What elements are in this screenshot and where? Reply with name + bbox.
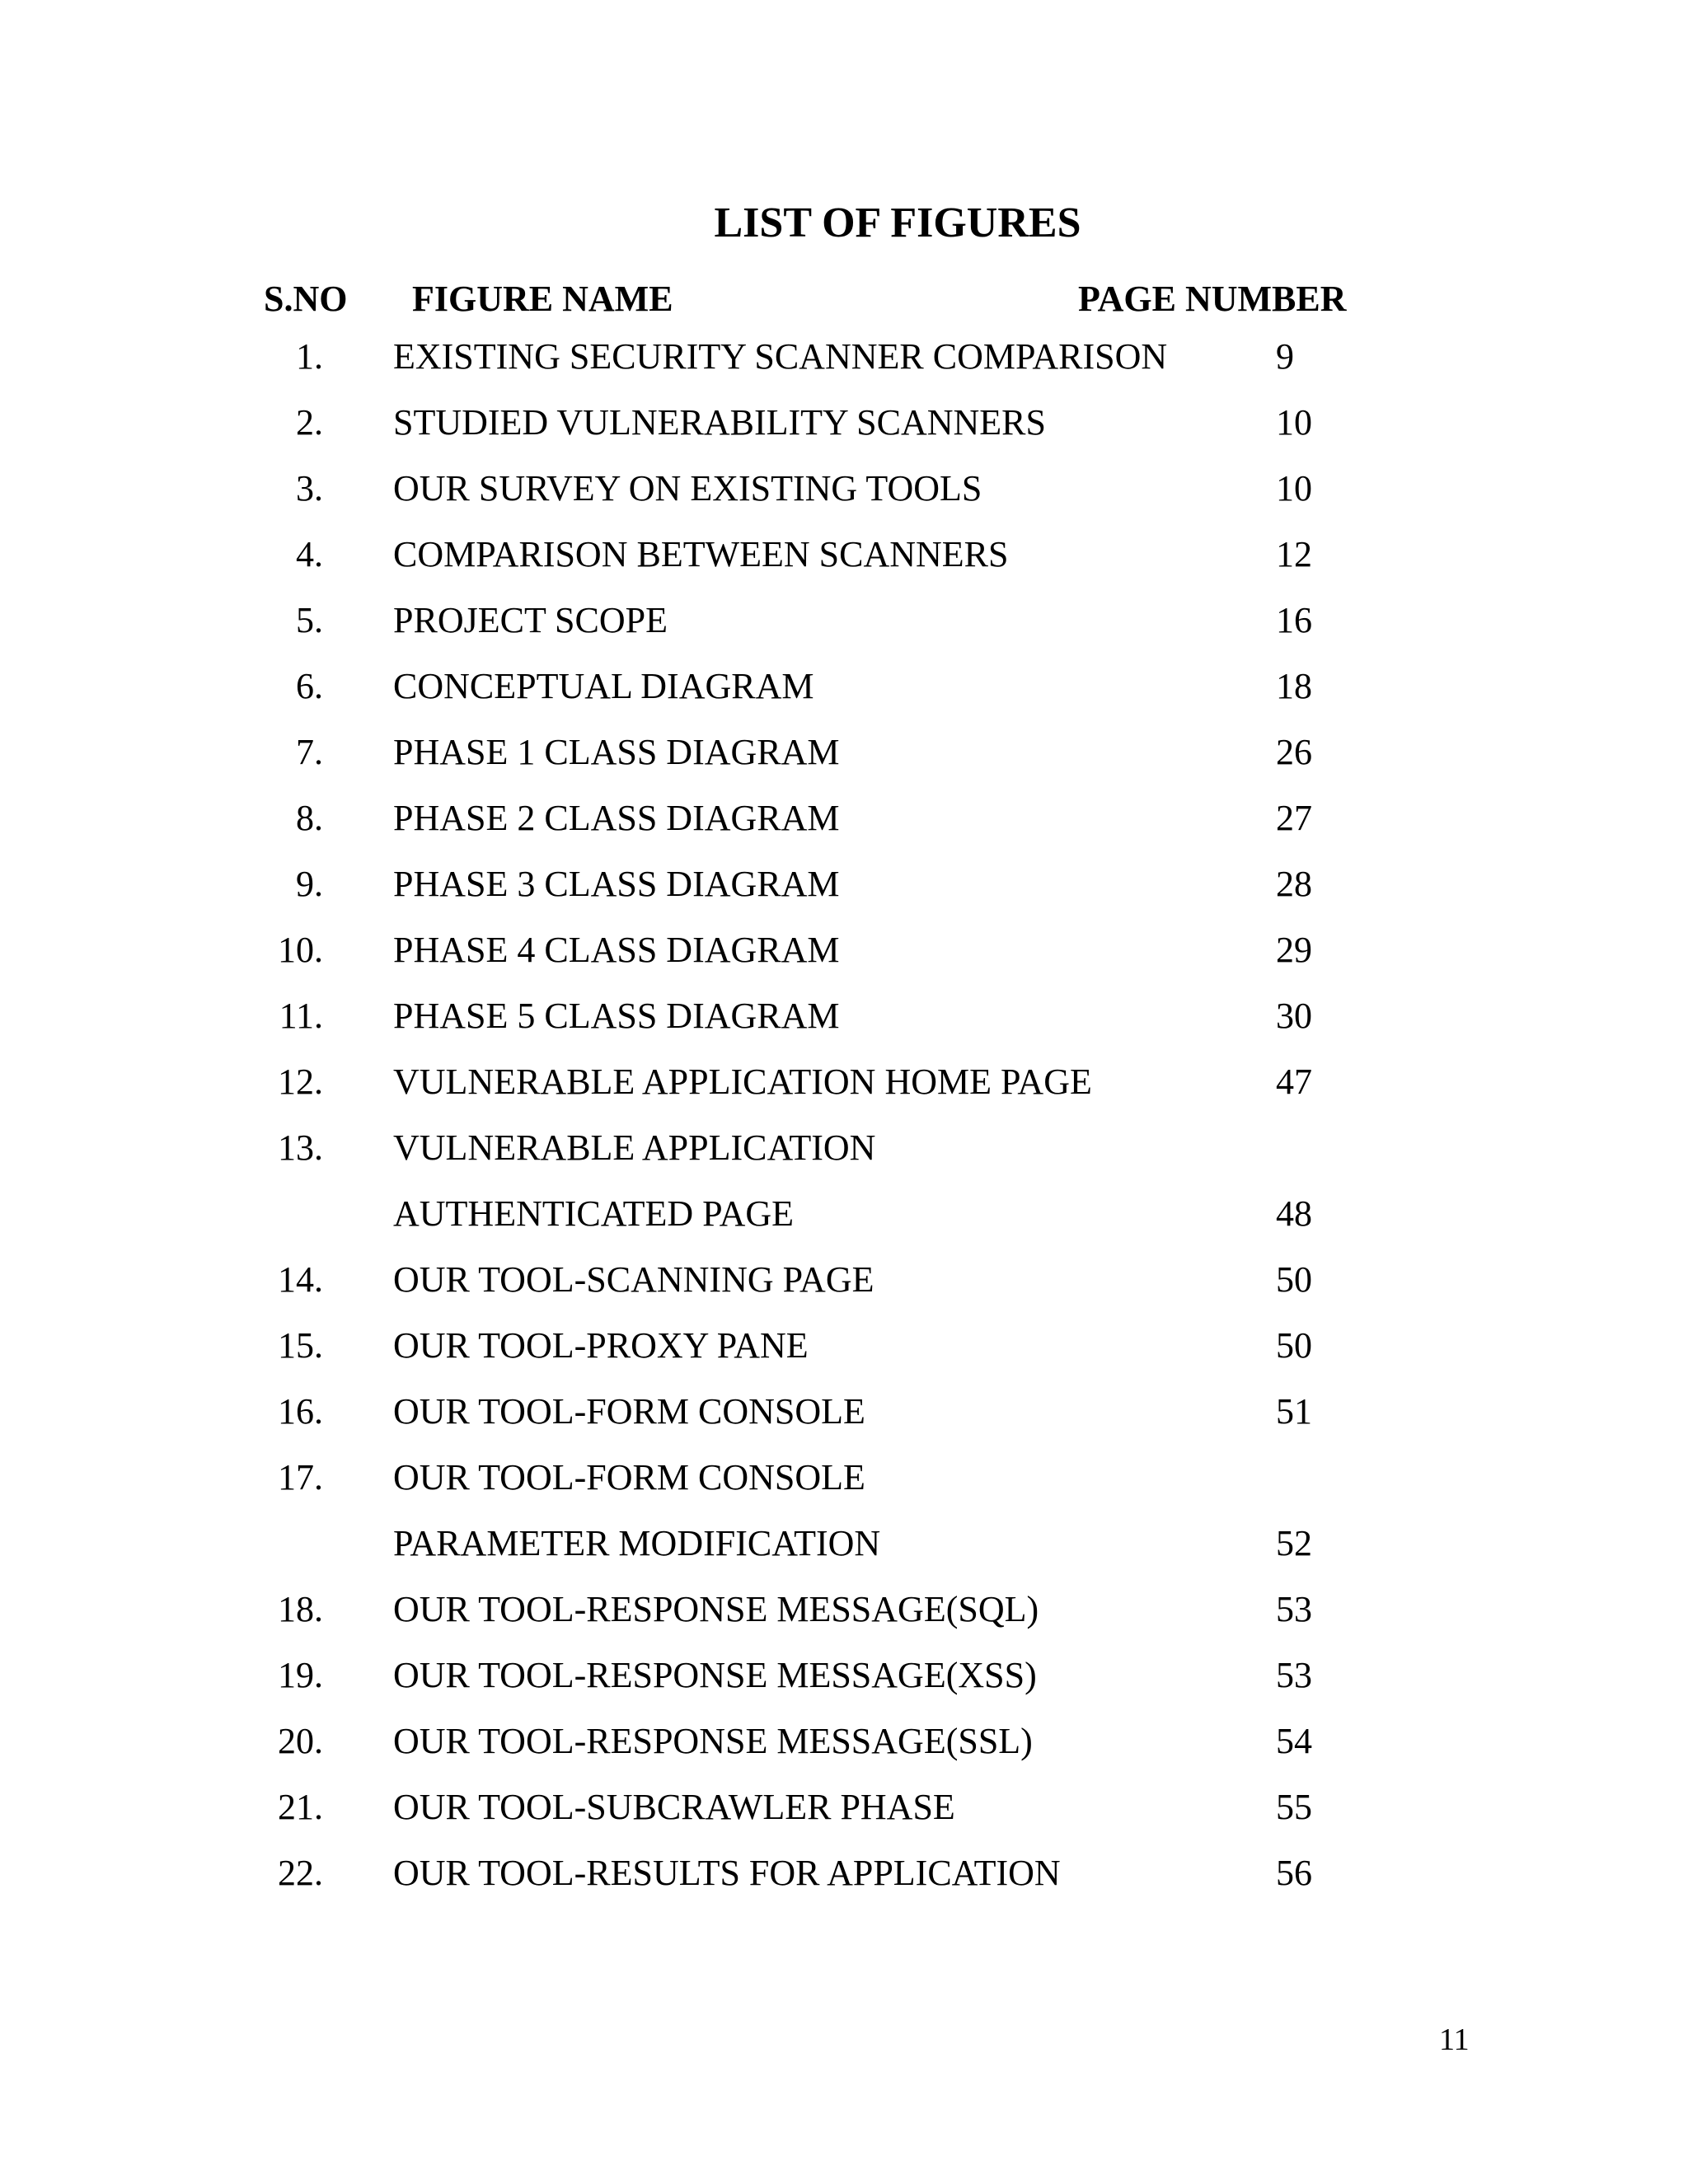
figure-serial-number: 21. (278, 1787, 323, 1827)
figure-serial-number: 1. (296, 336, 323, 377)
figure-serial-number: 3. (296, 468, 323, 509)
figure-page-number: 30 (1276, 996, 1312, 1036)
figure-name: OUR TOOL-RESPONSE MESSAGE(XSS) (393, 1655, 1037, 1695)
figure-page-number: 10 (1276, 402, 1312, 443)
figure-name: VULNERABLE APPLICATION HOME PAGE (393, 1062, 1092, 1102)
figure-entry-line (0, 855, 1688, 921)
figure-name: PHASE 3 CLASS DIAGRAM (393, 864, 840, 904)
figure-serial-number: 22. (278, 1853, 323, 1893)
figure-page-number: 16 (1276, 600, 1312, 640)
figure-page-number: 28 (1276, 864, 1312, 904)
figure-name: OUR TOOL-FORM CONSOLE (393, 1391, 865, 1432)
figure-page-number: 26 (1276, 732, 1312, 772)
figure-page-number: 9 (1276, 336, 1294, 377)
column-header-row (0, 270, 1688, 328)
page-number: 11 (1439, 2022, 1470, 2057)
figure-page-number: 52 (1276, 1523, 1312, 1563)
figure-entry-line (0, 1317, 1688, 1383)
figure-serial-number: 9. (296, 864, 323, 904)
page-title: LIST OF FIGURES (714, 199, 1081, 246)
figure-page-number: 50 (1276, 1325, 1312, 1366)
figure-serial-number: 13. (278, 1127, 323, 1168)
figure-name: PHASE 4 CLASS DIAGRAM (393, 930, 840, 970)
figure-name: OUR TOOL-RESPONSE MESSAGE(SQL) (393, 1589, 1039, 1629)
figure-entry-line (0, 1053, 1688, 1119)
figure-entry-line (0, 987, 1688, 1053)
figure-name: PHASE 5 CLASS DIAGRAM (393, 996, 840, 1036)
figure-name: OUR TOOL-RESULTS FOR APPLICATION (393, 1853, 1061, 1893)
figure-serial-number: 6. (296, 666, 323, 706)
figure-entry-line (0, 921, 1688, 987)
column-header-page-number: PAGE NUMBER (1078, 279, 1347, 319)
figure-serial-number: 10. (278, 930, 323, 970)
figure-name: COMPARISON BETWEEN SCANNERS (393, 534, 1009, 574)
figure-serial-number: 5. (296, 600, 323, 640)
figure-entry-line (0, 1844, 1688, 1910)
figure-serial-number: 20. (278, 1721, 323, 1761)
figure-entry-line (0, 1779, 1688, 1844)
figure-serial-number: 18. (278, 1589, 323, 1629)
figure-serial-number: 14. (278, 1259, 323, 1300)
figure-entry-line (0, 1581, 1688, 1647)
figure-page-number: 10 (1276, 468, 1312, 509)
figure-name: OUR SURVEY ON EXISTING TOOLS (393, 468, 982, 509)
column-header-figure-name: FIGURE NAME (412, 279, 673, 319)
figure-name: OUR TOOL-SCANNING PAGE (393, 1259, 874, 1300)
figure-name: PHASE 2 CLASS DIAGRAM (393, 798, 840, 838)
figure-name: AUTHENTICATED PAGE (393, 1193, 795, 1234)
figure-entry-line (0, 1449, 1688, 1515)
figure-list (0, 328, 1688, 1910)
column-header-sno: S.NO (264, 279, 348, 319)
figure-page-number: 27 (1276, 798, 1312, 838)
figure-page-number: 51 (1276, 1391, 1312, 1432)
figure-serial-number: 4. (296, 534, 323, 574)
figure-name: OUR TOOL-FORM CONSOLE (393, 1457, 865, 1497)
figure-entry-line (0, 790, 1688, 855)
figure-name: STUDIED VULNERABILITY SCANNERS (393, 402, 1046, 443)
figure-entry-line (0, 1119, 1688, 1185)
figure-page-number: 54 (1276, 1721, 1312, 1761)
figure-name: PARAMETER MODIFICATION (393, 1523, 881, 1563)
figure-entry-line (0, 724, 1688, 790)
figure-serial-number: 11. (279, 996, 323, 1036)
figure-serial-number: 12. (278, 1062, 323, 1102)
figure-entry-line (0, 1185, 1688, 1251)
figure-entry-line (0, 328, 1688, 394)
figure-serial-number: 19. (278, 1655, 323, 1695)
figure-entry-line (0, 1515, 1688, 1581)
figure-serial-number: 8. (296, 798, 323, 838)
figure-name: CONCEPTUAL DIAGRAM (393, 666, 814, 706)
figure-page-number: 56 (1276, 1853, 1312, 1893)
figure-name: OUR TOOL-SUBCRAWLER PHASE (393, 1787, 955, 1827)
figure-entry-line (0, 592, 1688, 658)
figure-entry-line (0, 394, 1688, 460)
figure-entry-line (0, 658, 1688, 724)
figure-name: EXISTING SECURITY SCANNER COMPARISON (393, 336, 1168, 377)
figure-page-number: 18 (1276, 666, 1312, 706)
figure-name: PROJECT SCOPE (393, 600, 668, 640)
figure-page-number: 53 (1276, 1655, 1312, 1695)
figure-entry-line (0, 1713, 1688, 1779)
figure-name: VULNERABLE APPLICATION (393, 1127, 876, 1168)
figure-entry-line (0, 1647, 1688, 1713)
figure-page-number: 55 (1276, 1787, 1312, 1827)
figure-entry-line (0, 1383, 1688, 1449)
figure-name: PHASE 1 CLASS DIAGRAM (393, 732, 840, 772)
figure-serial-number: 15. (278, 1325, 323, 1366)
figure-name: OUR TOOL-RESPONSE MESSAGE(SSL) (393, 1721, 1033, 1761)
figure-page-number: 29 (1276, 930, 1312, 970)
figure-page-number: 48 (1276, 1193, 1312, 1234)
figure-page-number: 47 (1276, 1062, 1312, 1102)
figure-serial-number: 17. (278, 1457, 323, 1497)
figure-entry-line (0, 1251, 1688, 1317)
figure-name: OUR TOOL-PROXY PANE (393, 1325, 809, 1366)
figure-page-number: 53 (1276, 1589, 1312, 1629)
figure-page-number: 12 (1276, 534, 1312, 574)
figure-page-number: 50 (1276, 1259, 1312, 1300)
figure-entry-line (0, 526, 1688, 592)
figure-serial-number: 16. (278, 1391, 323, 1432)
figure-serial-number: 7. (296, 732, 323, 772)
figure-entry-line (0, 460, 1688, 526)
figure-serial-number: 2. (296, 402, 323, 443)
